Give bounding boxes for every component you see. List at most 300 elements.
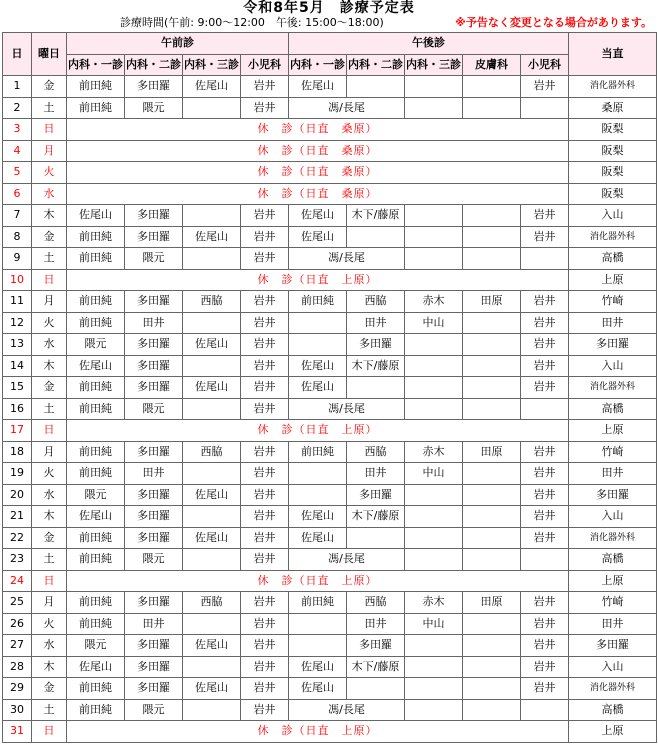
pm-doctor-cell: 岩井: [521, 76, 569, 98]
pm-doctor-cell: [405, 97, 463, 119]
weekday-cell: 水: [32, 484, 67, 506]
duty-cell: 消化器外科: [569, 527, 657, 549]
weekday-cell: 木: [32, 205, 67, 227]
pm-doctor-cell: 前田純: [289, 592, 347, 614]
duty-cell: 阪梨: [569, 162, 657, 184]
weekday-cell: 金: [32, 377, 67, 399]
pm-doctor-cell: [405, 656, 463, 678]
am-doctor-cell: 前田純: [67, 678, 125, 700]
pm-doctor-cell: [405, 678, 463, 700]
am-doctor-cell: 岩井: [241, 248, 289, 270]
weekday-cell: 水: [32, 334, 67, 356]
table-row: [3, 97, 657, 119]
am-doctor-cell: 岩井: [241, 312, 289, 334]
am-doctor-cell: 佐尾山: [183, 635, 241, 657]
am-doctor-cell: [183, 312, 241, 334]
table-row: [3, 355, 657, 377]
day-cell: 21: [3, 506, 32, 528]
am-doctor-cell: 前田純: [67, 441, 125, 463]
weekday-cell: 土: [32, 549, 67, 571]
weekday-cell: 土: [32, 699, 67, 721]
weekday-cell: 日: [32, 269, 67, 291]
pm-doctor-cell: [405, 549, 463, 571]
pm-doctor-cell: 西脇: [347, 592, 405, 614]
duty-cell: 桑原: [569, 97, 657, 119]
am-doctor-cell: 隈元: [125, 248, 183, 270]
pm-doctor-cell: [347, 76, 405, 98]
am-doctor-cell: 隈元: [125, 549, 183, 571]
am-doctor-cell: 隈元: [125, 699, 183, 721]
day-cell: 18: [3, 441, 32, 463]
am-doctor-cell: 佐尾山: [183, 678, 241, 700]
am-doctor-cell: [183, 97, 241, 119]
am-doctor-cell: 佐尾山: [183, 527, 241, 549]
weekday-cell: 月: [32, 140, 67, 162]
am-doctor-cell: 西脇: [183, 291, 241, 313]
closed-notice: 休 診（日直 上原）: [67, 420, 569, 442]
am-doctor-cell: 西脇: [183, 592, 241, 614]
am-doctor-cell: 佐尾山: [67, 506, 125, 528]
am-doctor-cell: 多田羅: [125, 635, 183, 657]
table-row: [3, 334, 657, 356]
am-doctor-cell: 岩井: [241, 506, 289, 528]
am-doctor-cell: 岩井: [241, 549, 289, 571]
am-doctor-cell: 多田羅: [125, 527, 183, 549]
pm-doctor-cell: 岩井: [521, 484, 569, 506]
am-doctor-cell: 西脇: [183, 441, 241, 463]
weekday-cell: 月: [32, 441, 67, 463]
pm-doctor-cell: 馮/長尾: [289, 549, 405, 571]
pm-doctor-cell: 田原: [463, 291, 521, 313]
am-doctor-cell: 多田羅: [125, 334, 183, 356]
pm-doctor-cell: 多田羅: [347, 635, 405, 657]
table-row: [3, 441, 657, 463]
table-row: [3, 269, 657, 291]
am-doctor-cell: 岩井: [241, 463, 289, 485]
pm-doctor-cell: 赤木: [405, 592, 463, 614]
col-header-pm-pediatrics: 小児科: [521, 54, 569, 76]
duty-cell: 入山: [569, 506, 657, 528]
day-cell: 28: [3, 656, 32, 678]
am-doctor-cell: 多田羅: [125, 377, 183, 399]
closed-notice: 休 診（日直 上原）: [67, 721, 569, 743]
pm-doctor-cell: 田井: [347, 312, 405, 334]
pm-doctor-cell: 木下/藤原: [347, 656, 405, 678]
pm-doctor-cell: [289, 635, 347, 657]
pm-doctor-cell: [405, 334, 463, 356]
am-doctor-cell: 隈元: [125, 398, 183, 420]
pm-doctor-cell: 馮/長尾: [289, 97, 405, 119]
pm-doctor-cell: [463, 656, 521, 678]
pm-doctor-cell: 佐尾山: [289, 506, 347, 528]
pm-doctor-cell: 馮/長尾: [289, 699, 405, 721]
pm-doctor-cell: [463, 398, 521, 420]
table-row: [3, 678, 657, 700]
am-doctor-cell: 佐尾山: [67, 355, 125, 377]
table-row: [3, 76, 657, 98]
table-row: [3, 248, 657, 270]
table-row: [3, 570, 657, 592]
duty-cell: 消化器外科: [569, 226, 657, 248]
duty-cell: 消化器外科: [569, 678, 657, 700]
pm-doctor-cell: [521, 699, 569, 721]
pm-doctor-cell: 中山: [405, 312, 463, 334]
am-doctor-cell: 隈元: [67, 484, 125, 506]
pm-doctor-cell: [463, 248, 521, 270]
pm-doctor-cell: 田井: [347, 463, 405, 485]
pm-doctor-cell: 岩井: [521, 656, 569, 678]
col-header-day: 日: [3, 33, 32, 76]
am-doctor-cell: 佐尾山: [67, 656, 125, 678]
weekday-cell: 土: [32, 248, 67, 270]
day-cell: 30: [3, 699, 32, 721]
table-row: [3, 140, 657, 162]
pm-doctor-cell: [405, 506, 463, 528]
pm-doctor-cell: 多田羅: [347, 484, 405, 506]
closed-notice: 休 診（日直 桑原）: [67, 183, 569, 205]
am-doctor-cell: 岩井: [241, 291, 289, 313]
am-doctor-cell: 多田羅: [125, 291, 183, 313]
am-doctor-cell: 岩井: [241, 699, 289, 721]
table-row: [3, 506, 657, 528]
col-header-dow: 曜日: [32, 33, 67, 76]
am-doctor-cell: 岩井: [241, 377, 289, 399]
closed-notice: 休 診（日直 上原）: [67, 570, 569, 592]
am-doctor-cell: 多田羅: [125, 484, 183, 506]
pm-doctor-cell: 多田羅: [347, 334, 405, 356]
weekday-cell: 月: [32, 291, 67, 313]
pm-doctor-cell: [405, 76, 463, 98]
am-doctor-cell: 前田純: [67, 527, 125, 549]
am-doctor-cell: 前田純: [67, 312, 125, 334]
weekday-cell: 水: [32, 635, 67, 657]
weekday-cell: 月: [32, 592, 67, 614]
pm-doctor-cell: [463, 635, 521, 657]
table-row: [3, 484, 657, 506]
am-doctor-cell: 田井: [125, 312, 183, 334]
pm-doctor-cell: [289, 334, 347, 356]
pm-doctor-cell: 岩井: [521, 291, 569, 313]
weekday-cell: 水: [32, 183, 67, 205]
day-cell: 27: [3, 635, 32, 657]
pm-doctor-cell: [463, 312, 521, 334]
pm-doctor-cell: 馮/長尾: [289, 398, 405, 420]
am-doctor-cell: 隈元: [67, 334, 125, 356]
pm-doctor-cell: 岩井: [521, 527, 569, 549]
col-header-duty: 当直: [569, 33, 657, 76]
table-row: [3, 312, 657, 334]
pm-doctor-cell: [405, 699, 463, 721]
pm-doctor-cell: 西脇: [347, 291, 405, 313]
day-cell: 29: [3, 678, 32, 700]
pm-doctor-cell: 赤木: [405, 291, 463, 313]
pm-doctor-cell: [347, 527, 405, 549]
col-header-pm-internal-2: 内科・二診: [347, 54, 405, 76]
pm-doctor-cell: 中山: [405, 463, 463, 485]
schedule-table: [2, 32, 657, 743]
pm-doctor-cell: 岩井: [521, 678, 569, 700]
am-doctor-cell: 前田純: [67, 248, 125, 270]
am-doctor-cell: 多田羅: [125, 441, 183, 463]
duty-cell: 高橋: [569, 699, 657, 721]
am-doctor-cell: [183, 463, 241, 485]
am-doctor-cell: 佐尾山: [183, 334, 241, 356]
table-row: [3, 226, 657, 248]
pm-doctor-cell: 木下/藤原: [347, 506, 405, 528]
weekday-cell: 金: [32, 226, 67, 248]
am-doctor-cell: [183, 506, 241, 528]
am-doctor-cell: 前田純: [67, 613, 125, 635]
pm-doctor-cell: 佐尾山: [289, 377, 347, 399]
weekday-cell: 木: [32, 355, 67, 377]
table-row: [3, 119, 657, 141]
day-cell: 2: [3, 97, 32, 119]
am-doctor-cell: [183, 613, 241, 635]
pm-doctor-cell: 佐尾山: [289, 527, 347, 549]
table-row: [3, 656, 657, 678]
pm-doctor-cell: [289, 312, 347, 334]
am-doctor-cell: 岩井: [241, 678, 289, 700]
day-cell: 7: [3, 205, 32, 227]
pm-doctor-cell: 岩井: [521, 592, 569, 614]
am-doctor-cell: 佐尾山: [183, 484, 241, 506]
day-cell: 5: [3, 162, 32, 184]
pm-doctor-cell: [463, 76, 521, 98]
table-row: [3, 463, 657, 485]
am-doctor-cell: 岩井: [241, 484, 289, 506]
am-doctor-cell: 前田純: [67, 699, 125, 721]
am-doctor-cell: 多田羅: [125, 226, 183, 248]
pm-doctor-cell: 岩井: [521, 635, 569, 657]
duty-cell: 多田羅: [569, 334, 657, 356]
pm-doctor-cell: 岩井: [521, 334, 569, 356]
weekday-cell: 日: [32, 721, 67, 743]
pm-doctor-cell: 佐尾山: [289, 656, 347, 678]
weekday-cell: 金: [32, 527, 67, 549]
am-doctor-cell: 岩井: [241, 226, 289, 248]
am-doctor-cell: 前田純: [67, 549, 125, 571]
pm-doctor-cell: [463, 484, 521, 506]
am-doctor-cell: 隈元: [125, 97, 183, 119]
pm-doctor-cell: 木下/藤原: [347, 355, 405, 377]
duty-cell: 田井: [569, 613, 657, 635]
pm-doctor-cell: 岩井: [521, 205, 569, 227]
pm-doctor-cell: 岩井: [521, 506, 569, 528]
pm-doctor-cell: 岩井: [521, 613, 569, 635]
duty-cell: 入山: [569, 355, 657, 377]
duty-cell: 田井: [569, 312, 657, 334]
am-doctor-cell: 多田羅: [125, 678, 183, 700]
pm-doctor-cell: [405, 377, 463, 399]
pm-doctor-cell: [463, 506, 521, 528]
col-header-am-pediatrics: 小児科: [241, 54, 289, 76]
duty-cell: 上原: [569, 420, 657, 442]
day-cell: 9: [3, 248, 32, 270]
closed-notice: 休 診（日直 桑原）: [67, 119, 569, 141]
weekday-cell: 木: [32, 506, 67, 528]
pm-doctor-cell: [347, 226, 405, 248]
duty-cell: 竹崎: [569, 291, 657, 313]
pm-doctor-cell: [463, 205, 521, 227]
table-row: [3, 699, 657, 721]
col-header-am-internal-2: 内科・二診: [125, 54, 183, 76]
am-doctor-cell: 岩井: [241, 635, 289, 657]
day-cell: 26: [3, 613, 32, 635]
am-doctor-cell: 多田羅: [125, 355, 183, 377]
table-row: [3, 613, 657, 635]
closed-notice: 休 診（日直 桑原）: [67, 162, 569, 184]
duty-cell: 田井: [569, 463, 657, 485]
am-doctor-cell: 田井: [125, 613, 183, 635]
day-cell: 6: [3, 183, 32, 205]
am-doctor-cell: 佐尾山: [67, 205, 125, 227]
day-cell: 8: [3, 226, 32, 248]
duty-cell: 阪梨: [569, 119, 657, 141]
day-cell: 12: [3, 312, 32, 334]
table-row: [3, 635, 657, 657]
day-cell: 31: [3, 721, 32, 743]
duty-cell: 入山: [569, 656, 657, 678]
pm-doctor-cell: [463, 527, 521, 549]
day-cell: 4: [3, 140, 32, 162]
duty-cell: 高橋: [569, 549, 657, 571]
weekday-cell: 火: [32, 463, 67, 485]
am-doctor-cell: 岩井: [241, 205, 289, 227]
am-doctor-cell: 隈元: [67, 635, 125, 657]
pm-doctor-cell: 岩井: [521, 377, 569, 399]
table-row: [3, 549, 657, 571]
pm-doctor-cell: [463, 355, 521, 377]
pm-doctor-cell: [347, 377, 405, 399]
col-header-pm-internal-3: 内科・三診: [405, 54, 463, 76]
pm-doctor-cell: 佐尾山: [289, 205, 347, 227]
am-doctor-cell: 多田羅: [125, 592, 183, 614]
pm-doctor-cell: [521, 97, 569, 119]
day-cell: 17: [3, 420, 32, 442]
duty-cell: 高橋: [569, 248, 657, 270]
duty-cell: 上原: [569, 570, 657, 592]
duty-cell: 多田羅: [569, 484, 657, 506]
duty-cell: 竹崎: [569, 441, 657, 463]
col-header-am: 午前診: [67, 33, 289, 55]
duty-cell: 多田羅: [569, 635, 657, 657]
duty-cell: 阪梨: [569, 140, 657, 162]
am-doctor-cell: 前田純: [67, 377, 125, 399]
pm-doctor-cell: 岩井: [521, 441, 569, 463]
closed-notice: 休 診（日直 桑原）: [67, 140, 569, 162]
table-row: [3, 162, 657, 184]
col-header-pm-internal-1: 内科・一診: [289, 54, 347, 76]
page-title: 令和8年5月 診療予定表: [243, 0, 415, 16]
am-doctor-cell: 岩井: [241, 76, 289, 98]
pm-doctor-cell: [347, 678, 405, 700]
am-doctor-cell: [183, 205, 241, 227]
pm-doctor-cell: [405, 527, 463, 549]
pm-doctor-cell: 岩井: [521, 312, 569, 334]
day-cell: 16: [3, 398, 32, 420]
table-row: [3, 205, 657, 227]
am-doctor-cell: 佐尾山: [183, 377, 241, 399]
table-row: [3, 527, 657, 549]
pm-doctor-cell: [289, 613, 347, 635]
am-doctor-cell: 多田羅: [125, 205, 183, 227]
day-cell: 20: [3, 484, 32, 506]
col-header-am-internal-1: 内科・一診: [67, 54, 125, 76]
am-doctor-cell: 岩井: [241, 592, 289, 614]
pm-doctor-cell: 前田純: [289, 291, 347, 313]
pm-doctor-cell: [405, 355, 463, 377]
day-cell: 15: [3, 377, 32, 399]
pm-doctor-cell: 中山: [405, 613, 463, 635]
weekday-cell: 火: [32, 162, 67, 184]
day-cell: 19: [3, 463, 32, 485]
am-doctor-cell: 岩井: [241, 334, 289, 356]
am-doctor-cell: [183, 355, 241, 377]
pm-doctor-cell: [463, 613, 521, 635]
pm-doctor-cell: [521, 248, 569, 270]
clinic-hours: 診療時間(午前: 9:00～12:00 午後: 15:00～18:00): [120, 16, 384, 29]
am-doctor-cell: 岩井: [241, 97, 289, 119]
pm-doctor-cell: 前田純: [289, 441, 347, 463]
am-doctor-cell: 前田純: [67, 76, 125, 98]
am-doctor-cell: 前田純: [67, 398, 125, 420]
day-cell: 13: [3, 334, 32, 356]
am-doctor-cell: 岩井: [241, 527, 289, 549]
am-doctor-cell: 多田羅: [125, 656, 183, 678]
duty-cell: 消化器外科: [569, 377, 657, 399]
day-cell: 24: [3, 570, 32, 592]
am-doctor-cell: 前田純: [67, 592, 125, 614]
pm-doctor-cell: 田原: [463, 592, 521, 614]
am-doctor-cell: 岩井: [241, 441, 289, 463]
duty-cell: 高橋: [569, 398, 657, 420]
pm-doctor-cell: 赤木: [405, 441, 463, 463]
am-doctor-cell: 前田純: [67, 463, 125, 485]
pm-doctor-cell: [405, 484, 463, 506]
table-row: [3, 183, 657, 205]
duty-cell: 上原: [569, 269, 657, 291]
am-doctor-cell: 多田羅: [125, 506, 183, 528]
schedule-body: [3, 76, 657, 743]
closed-notice: 休 診（日直 上原）: [67, 269, 569, 291]
am-doctor-cell: 多田羅: [125, 76, 183, 98]
duty-cell: 阪梨: [569, 183, 657, 205]
day-cell: 23: [3, 549, 32, 571]
weekday-cell: 火: [32, 312, 67, 334]
pm-doctor-cell: [463, 463, 521, 485]
weekday-cell: 日: [32, 119, 67, 141]
am-doctor-cell: [183, 549, 241, 571]
table-row: [3, 420, 657, 442]
pm-doctor-cell: 西脇: [347, 441, 405, 463]
pm-doctor-cell: 馮/長尾: [289, 248, 405, 270]
am-doctor-cell: 佐尾山: [183, 76, 241, 98]
pm-doctor-cell: [463, 699, 521, 721]
day-cell: 25: [3, 592, 32, 614]
am-doctor-cell: [183, 699, 241, 721]
pm-doctor-cell: [405, 226, 463, 248]
am-doctor-cell: 田井: [125, 463, 183, 485]
day-cell: 11: [3, 291, 32, 313]
day-cell: 3: [3, 119, 32, 141]
pm-doctor-cell: [463, 377, 521, 399]
am-doctor-cell: 岩井: [241, 355, 289, 377]
duty-cell: 上原: [569, 721, 657, 743]
weekday-cell: 日: [32, 420, 67, 442]
weekday-cell: 土: [32, 97, 67, 119]
am-doctor-cell: 佐尾山: [183, 226, 241, 248]
pm-doctor-cell: [405, 635, 463, 657]
